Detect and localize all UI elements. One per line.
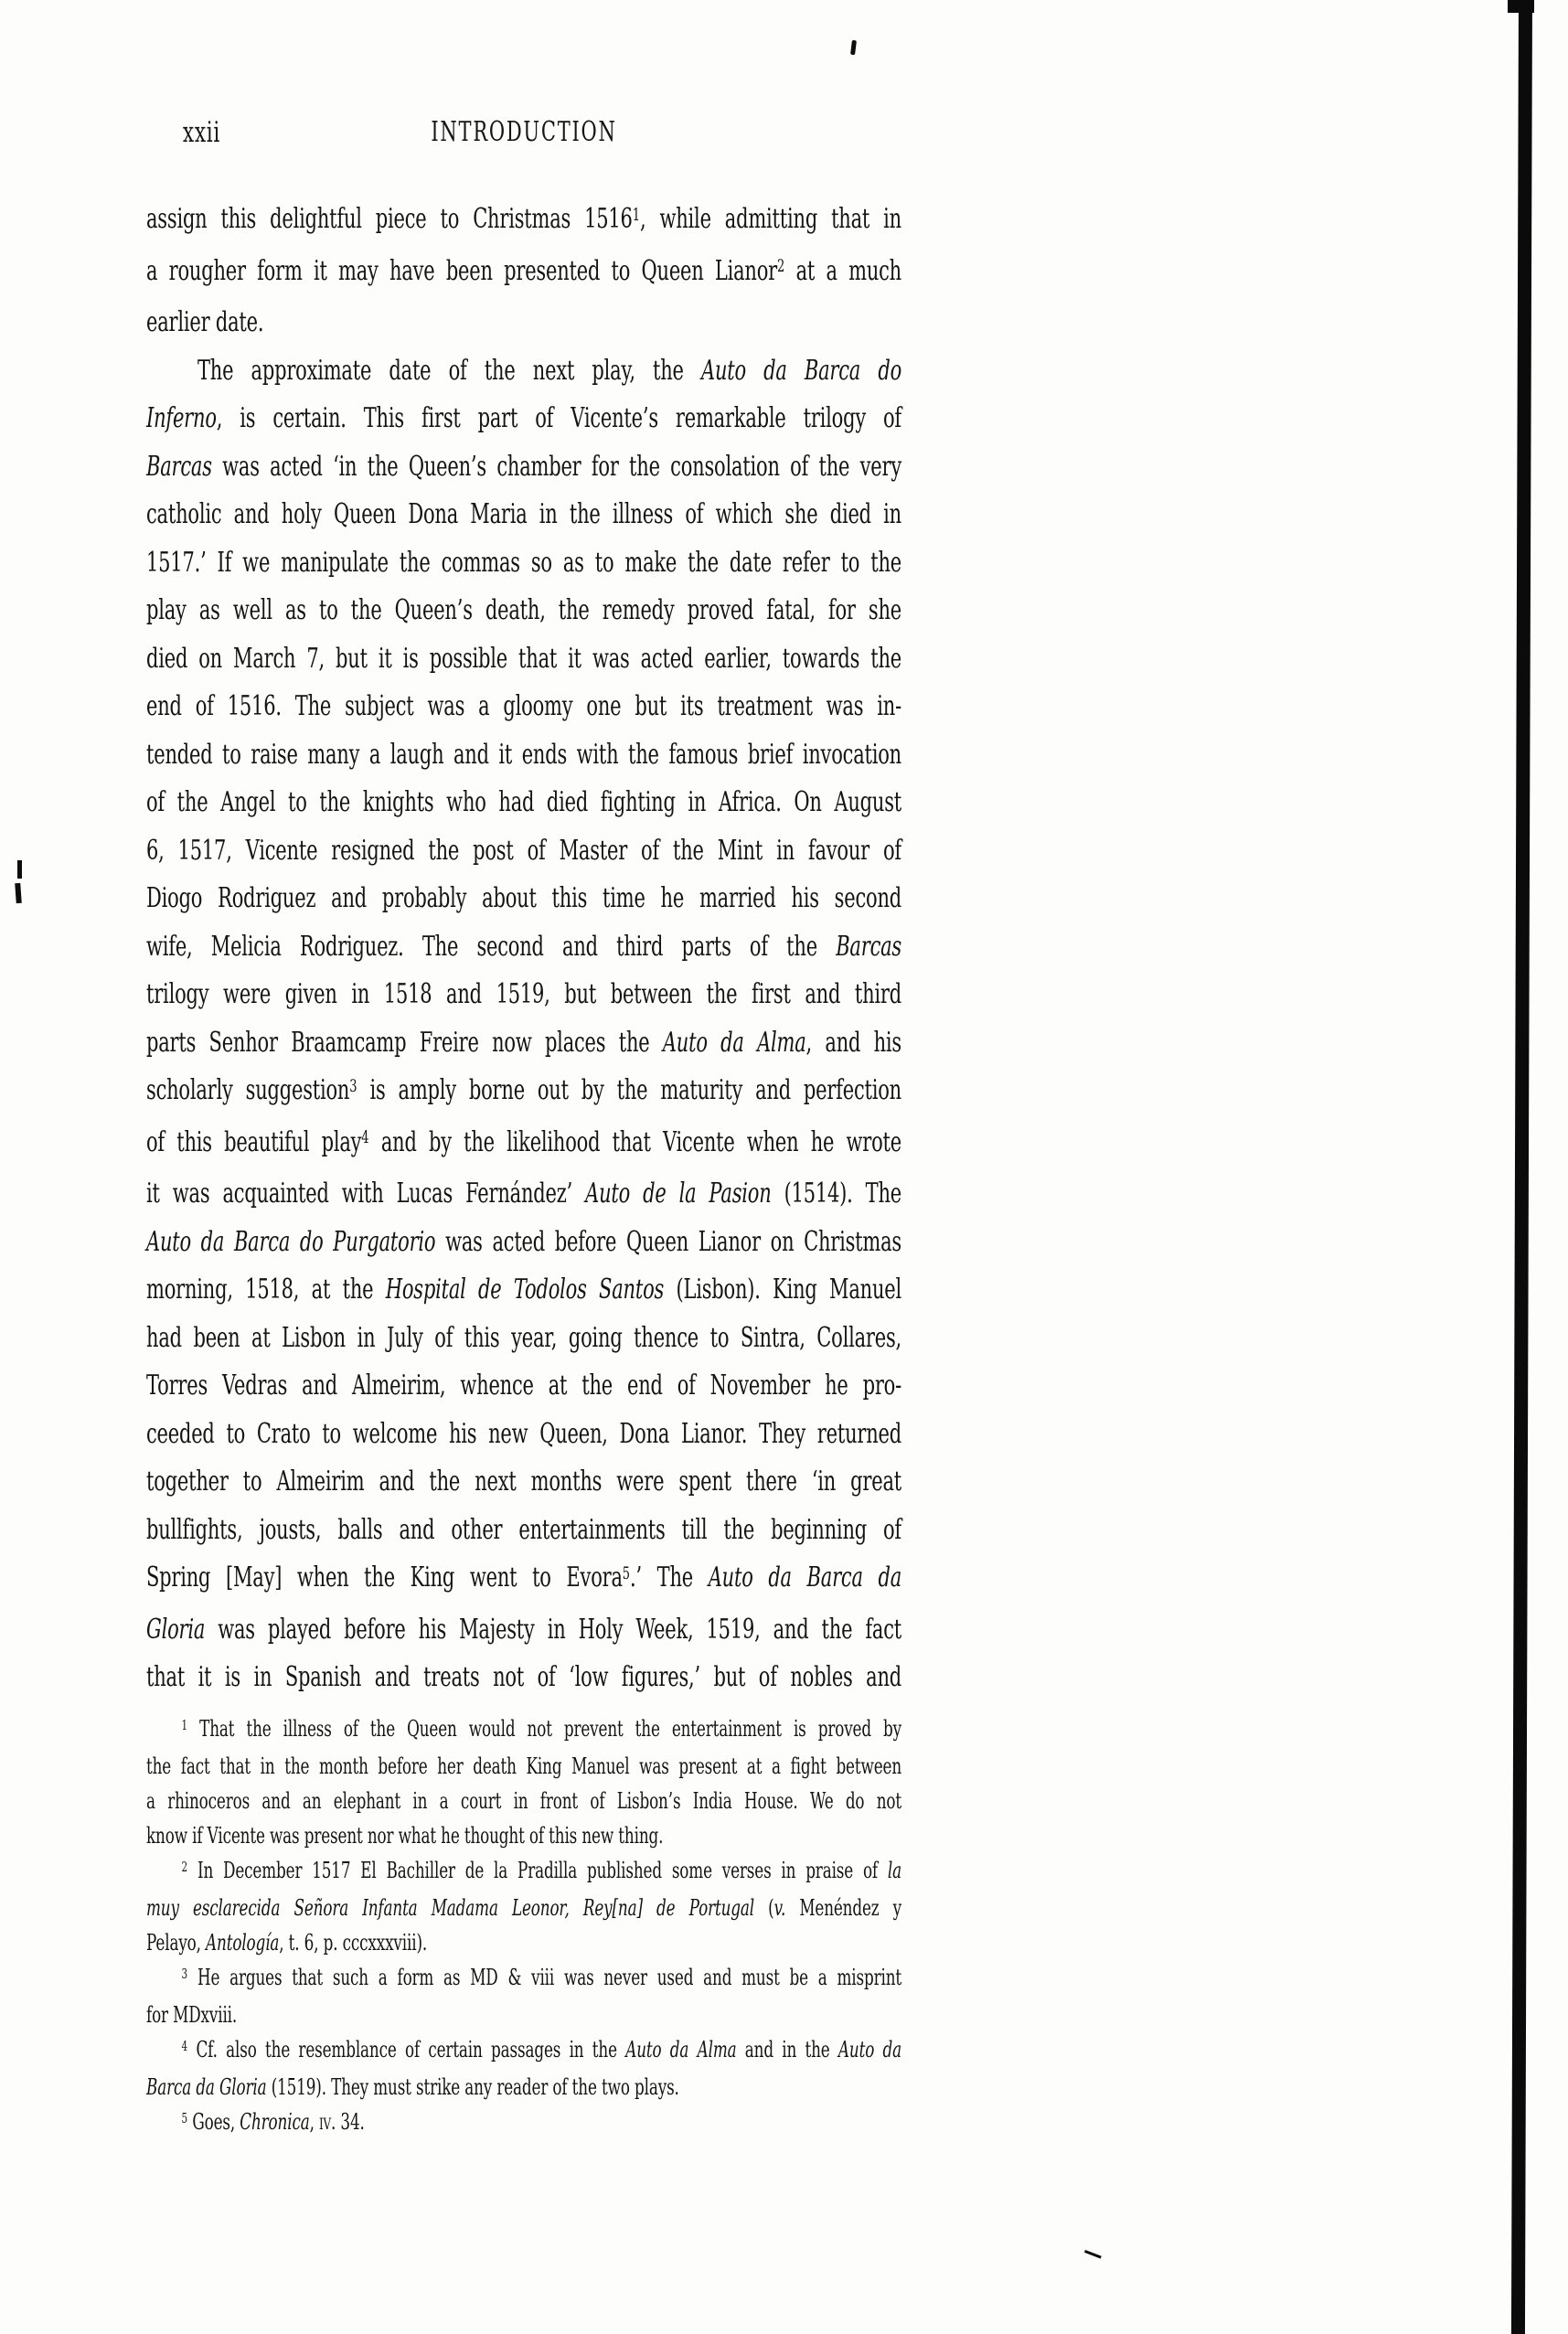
text-line	[146, 443, 901, 492]
text-segment: bullfights, jousts, balls and other entertainments till the beginning of	[146, 1513, 901, 1546]
text-segment: , while admitting that in	[639, 203, 901, 235]
text-segment: muy esclarecida Señora Infanta Madama Leonor, Rey[na] de Portugal	[146, 1894, 755, 1921]
text-line	[146, 923, 901, 972]
text-segment: (1519). They must strike any reader of the two plays.	[266, 2073, 679, 2100]
text-segment: of this beautiful play	[146, 1125, 362, 1158]
text-segment: morning, 1518, at the	[146, 1274, 386, 1306]
text-segment: Spring [May] when the King went to Evora	[146, 1561, 623, 1593]
text-segment: scholarly suggestion	[146, 1074, 350, 1106]
footnote-reference: 2	[181, 1858, 188, 1875]
text-segment: (1514). The	[771, 1178, 901, 1210]
text-segment: Pelayo,	[146, 1929, 207, 1956]
text-line	[146, 1507, 901, 1555]
text-segment: 6, 1517, Vicente resigned the post of Master of the Mint in favour of	[146, 834, 901, 867]
text-segment: and by the likelihood that Vicente when he wrote	[368, 1125, 901, 1158]
text-line	[146, 2070, 901, 2105]
text-segment: Auto da Barca da	[708, 1561, 901, 1593]
text-segment: and in the	[736, 2036, 838, 2062]
text-line	[146, 1853, 901, 1891]
text-line	[146, 971, 901, 1019]
text-line	[146, 1606, 901, 1655]
text-line	[146, 1458, 901, 1507]
text-segment: a rougher form it may have been presented to Queen Lianor	[146, 254, 778, 287]
text-line	[146, 1749, 901, 1784]
text-segment: tended to raise many a laugh and it ends with the famous brief invocation	[146, 738, 901, 771]
page-header	[146, 110, 901, 155]
text-segment: Auto da Alma	[662, 1026, 806, 1059]
footnote-reference: 2	[777, 257, 785, 277]
body-text	[146, 196, 901, 1702]
text-line	[146, 1119, 901, 1171]
scan-gutter-shadow-top	[1508, 0, 1534, 13]
text-segment: wife, Melicia Rodriguez. The second and third parts of the	[146, 930, 837, 963]
text-line	[146, 1362, 901, 1411]
text-line	[146, 1067, 901, 1119]
text-segment: Gloria	[146, 1613, 206, 1646]
text-line	[146, 731, 901, 780]
text-segment: Barcas	[836, 930, 901, 963]
text-segment: iv	[319, 2108, 332, 2135]
text-segment: Goes,	[187, 2108, 240, 2135]
text-line	[146, 875, 901, 923]
text-segment: of the Angel to the knights who had died fighting in Africa. On August	[146, 786, 901, 818]
text-line	[146, 1170, 901, 1219]
text-segment: .’ The	[630, 1561, 709, 1593]
text-segment: parts Senhor Braamcamp Freire now places the	[146, 1026, 663, 1059]
text-segment: , is certain. This first part of Vicente’s remarkable trilogy of	[216, 402, 901, 434]
text-line	[146, 196, 901, 248]
text-column	[146, 110, 901, 2142]
text-segment: for MDxviii.	[146, 2001, 238, 2028]
text-segment: The approximate date of the next play, the	[197, 354, 701, 387]
text-line	[146, 1711, 901, 1749]
text-line	[146, 347, 901, 396]
text-line	[146, 1960, 901, 1998]
text-segment: died on March 7, but it is possible that it was acted earlier, towards the	[146, 642, 901, 675]
text-segment: Diogo Rodriguez and probably about this time he married his second	[146, 882, 901, 914]
text-segment: , and his	[805, 1026, 902, 1059]
text-line	[146, 1818, 901, 1853]
scan-artifact-edge-mark	[17, 860, 22, 879]
scan-gutter-shadow	[1511, 0, 1532, 2334]
text-segment: assign this delightful piece to Christmas 1516	[146, 203, 633, 235]
footnote-reference: 1	[632, 205, 640, 225]
text-segment: at a much	[784, 254, 901, 287]
text-segment: it was acquainted with Lucas Fernández’	[146, 1178, 586, 1210]
text-line	[146, 491, 901, 539]
footnotes-section	[146, 1711, 901, 2142]
text-line	[146, 587, 901, 635]
text-segment: Auto da Barca do	[700, 354, 902, 387]
text-line	[146, 1411, 901, 1459]
text-line	[146, 539, 901, 588]
scan-artifact-speck	[850, 40, 857, 55]
text-segment: He argues that such a form as MD & viii was never used and must be a misprint	[187, 1964, 902, 1990]
text-segment: (	[754, 1894, 774, 1921]
text-segment: ceeded to Crato to welcome his new Queen, Dona Lianor. They returned	[146, 1417, 901, 1450]
text-segment: Hospital de Todolos Santos	[385, 1274, 665, 1306]
text-segment: Barca da Gloria	[146, 2073, 267, 2100]
footnote-reference: 3	[349, 1076, 357, 1096]
footnote-reference: 4	[361, 1128, 369, 1148]
text-segment: end of 1516. The subject was a gloomy one but its treatment was in-	[146, 690, 901, 722]
text-segment: that it is in Spanish and treats not of ‘low figures,’ but of nobles and	[146, 1661, 901, 1693]
text-line	[146, 1266, 901, 1315]
text-line	[146, 248, 901, 300]
text-segment: Barcas	[146, 450, 212, 483]
text-line	[146, 1219, 901, 1267]
footnote-reference: 5	[622, 1563, 631, 1583]
text-segment: , t. 6, p. cccxxxviii).	[279, 1929, 428, 1956]
text-line	[146, 683, 901, 731]
text-line	[146, 2105, 901, 2142]
text-segment: Menéndez y	[785, 1894, 902, 1921]
text-line	[146, 1019, 901, 1068]
text-segment: was acted ‘in the Queen’s chamber for the consolation of the very	[211, 450, 901, 483]
text-segment: trilogy were given in 1518 and 1519, but between the first and third	[146, 978, 901, 1010]
scan-artifact-edge-mark	[15, 883, 22, 903]
text-segment: the fact that in the month before her death King Manuel was present at a fight between	[146, 1753, 901, 1779]
text-segment: together to Almeirim and the next months were spent there ‘in great	[146, 1465, 901, 1497]
text-segment: was played before his Majesty in Holy Week, 1519, and the fact	[205, 1613, 901, 1646]
text-segment: la	[887, 1857, 901, 1883]
text-line	[146, 395, 901, 443]
text-segment: . 34.	[331, 2108, 365, 2135]
text-segment: is amply borne out by the maturity and perfection	[357, 1074, 901, 1106]
text-segment: earlier date.	[146, 306, 264, 338]
text-segment: Antología	[206, 1929, 280, 1956]
text-segment: ,	[309, 2108, 319, 2135]
text-segment: Auto da Barca do Purgatorio	[146, 1225, 436, 1258]
text-segment: know if Vicente was present nor what he thought of this new thing.	[146, 1822, 664, 1849]
text-line	[146, 1784, 901, 1818]
text-line	[146, 779, 901, 827]
text-segment: had been at Lisbon in July of this year, going thence to Sintra, Collares,	[146, 1321, 901, 1354]
text-line	[146, 299, 901, 347]
text-segment: Inferno	[146, 402, 217, 434]
text-line	[146, 827, 901, 876]
text-line	[146, 2032, 901, 2070]
text-line	[146, 1315, 901, 1363]
text-line	[146, 1998, 901, 2032]
footnote-reference: 3	[181, 1965, 188, 1982]
text-segment: a rhinoceros and an elephant in a court in front of Lisbon’s India House. We do not	[146, 1787, 901, 1814]
text-segment: play as well as to the Queen’s death, the remedy proved fatal, for she	[146, 594, 901, 626]
footnote-reference: 1	[181, 1716, 188, 1733]
text-segment: v.	[773, 1894, 786, 1921]
text-segment: 1517.’ If we manipulate the commas so as to make the date refer to the	[146, 546, 901, 579]
text-line	[146, 1891, 901, 1925]
scan-artifact-squiggle	[1084, 2250, 1102, 2258]
text-segment: Auto de la Pasion	[585, 1178, 772, 1210]
page-title: INTRODUCTION	[431, 116, 617, 148]
text-line	[146, 1654, 901, 1702]
text-segment: Cf. also the resemblance of certain passages in the	[187, 2036, 626, 2062]
text-line	[146, 635, 901, 684]
text-line	[146, 1554, 901, 1606]
text-segment: Chronica	[240, 2108, 310, 2135]
footnote-reference: 5	[181, 2109, 188, 2126]
text-segment: Auto da Alma	[625, 2036, 737, 2062]
text-segment: In December 1517 El Bachiller de la Pradilla published some verses in praise of	[187, 1857, 888, 1883]
page-number: xxii	[182, 116, 221, 149]
text-segment: catholic and holy Queen Dona Maria in the illness of which she died in	[146, 498, 901, 530]
text-line	[146, 1925, 901, 1960]
text-segment: Torres Vedras and Almeirim, whence at the end of November he pro-	[146, 1369, 901, 1401]
text-segment: That the illness of the Queen would not prevent the entertainment is proved by	[187, 1715, 902, 1742]
footnote-reference: 4	[181, 2037, 188, 2054]
text-segment: Auto da	[837, 2036, 901, 2062]
text-segment: was acted before Queen Lianor on Christmas	[435, 1225, 901, 1258]
text-segment: (Lisbon). King Manuel	[664, 1274, 901, 1306]
